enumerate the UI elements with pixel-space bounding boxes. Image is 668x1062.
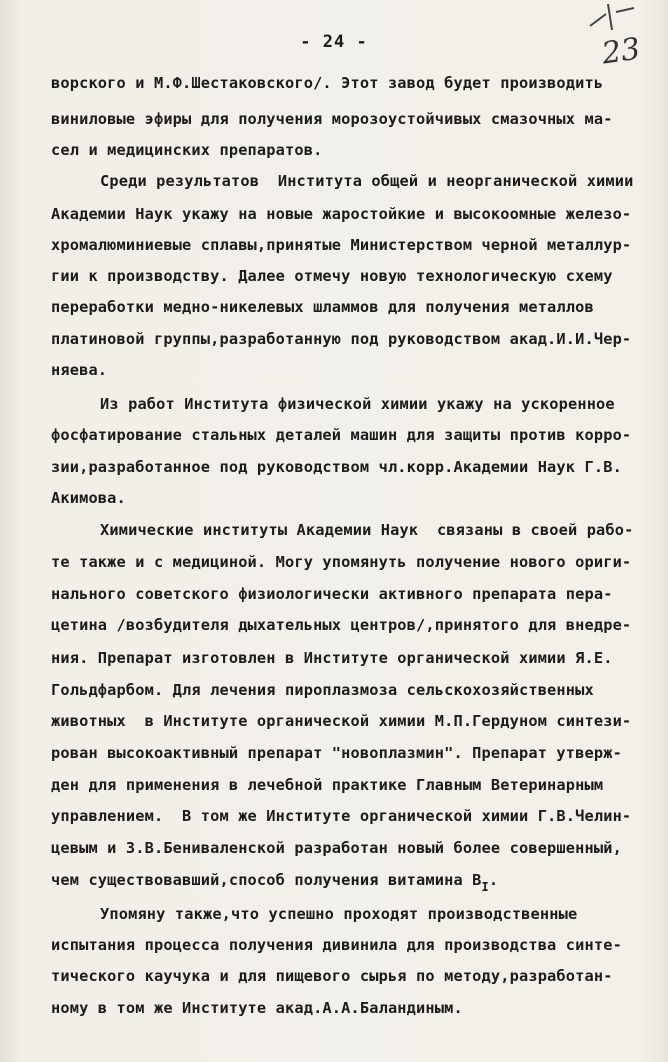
text-line: переработки медно-никелевых шламмов для получения металлов [51,298,594,316]
text-line: управлением. В том же Институте органической химии Г.В.Челин- [51,807,632,825]
paragraph-first-line: Химические институты Академии Наук связаны в своей рабо- [100,521,634,539]
text-line: виниловые эфиры для получения морозоустойчивых смазочных ма- [51,110,613,128]
text-line: гии к производству. Далее отмечу новую технологическую схему [51,267,613,285]
text-line: ния. Препарат изготовлен в Институте органической химии Я.Е. [51,649,613,667]
text-line-vitamin [51,870,499,894]
handwritten-page-number: 23 [599,31,643,72]
paragraph-first-line: Из работ Института физической химии укажу на ускоренное [100,395,615,413]
text-line: рован высокоактивный препарат "новоплазмин". Препарат утверж- [51,744,622,762]
text-line: испытания процесса получения дивинила для производства синте- [51,936,622,954]
text-line: няева. [51,361,108,379]
text-line: ворского и М.Ф.Шестаковского/. Этот завод будет производить [51,74,604,92]
text-line: ден для применения в лечебной практике Главным Ветеринарным [51,776,604,794]
paragraph-first-line: Среди результатов Института общей и неорганической химии [100,172,634,190]
text-line: платиновой группы,разработанную под руководством акад.И.И.Чер- [51,330,632,348]
text-line: фосфатирование стальных деталей машин для защиты против корро- [51,426,632,444]
text-line: Академии Наук укажу на новые жаростойкие и высокоомные железо- [51,205,632,223]
text-line: зии,разработанное под руководством чл.корр.Академии Наук Г.В. [51,458,622,476]
vitamin-line-text: чем существовавший,способ получения витамина В [51,871,482,889]
page-number: - 24 - [300,32,368,52]
vitamin-subscript: I [481,880,489,894]
text-line: Акимова. [51,489,126,507]
paragraph-first-line: Упомяну также,что успешно проходят производственные [100,905,578,923]
text-line: ному в том же Институте акад.А.А.Баландиным. [51,999,463,1017]
line-end-period: . [488,871,499,889]
text-line: те также и с медициной. Могу упомянуть получение нового ориги- [51,553,632,571]
text-line: Гольдфарбом. Для лечения пироплазмоза сельскохозяйственных [51,681,594,699]
text-line: животных в Институте органической химии М.П.Гердуном синтези- [51,712,632,730]
text-line: цевым и З.В.Бенивалeнской разработан новый более совершенный, [51,839,622,857]
text-line: хромалюминиевые сплавы,принятые Министерством черной металлур- [51,236,632,254]
text-line: тического каучука и для пищевого сырья по методу,разработан- [51,967,613,985]
text-line: цетина /возбудителя дыхательных центров/,принятого для внедре- [51,616,632,634]
text-line: нального советского физиологически активного препарата пера- [51,585,613,603]
text-line: сел и медицинских препаратов. [51,141,323,159]
